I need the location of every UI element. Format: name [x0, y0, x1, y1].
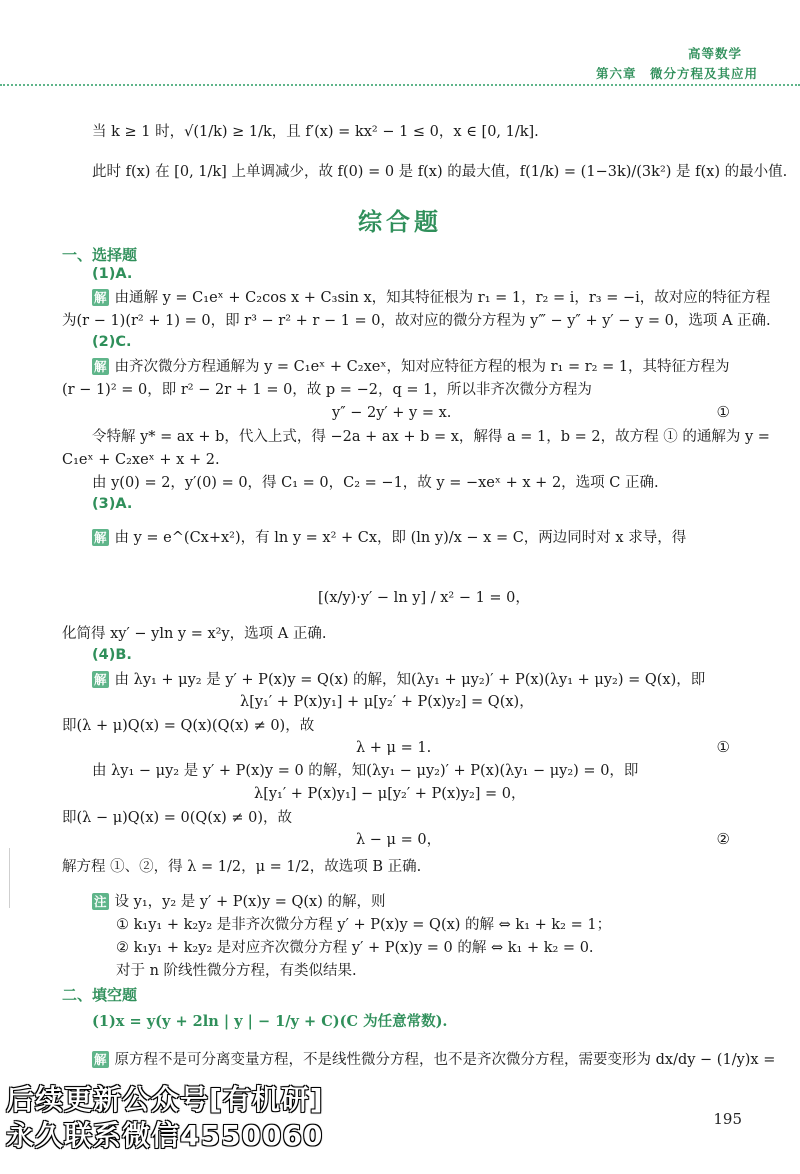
equation-mark-1: ① — [716, 403, 730, 421]
intro-line-2: 此时 f(x) 在 [0, 1/k] 上单调减少，故 f(0) = 0 是 f(x) 的最大值，f(1/k) = (1−3k)/(3k²) 是 f(x) 的最小值. — [92, 164, 788, 180]
q2-solution-line-1 — [92, 357, 730, 377]
q2-solution-line-5: 由 y(0) = 2，y′(0) = 0，得 C₁ = 0，C₂ = −1，故 y = −xeˣ + x + 2，选项 C 正确. — [92, 475, 659, 491]
q4-solution-line-7: 即(λ − μ)Q(x) = 0(Q(x) ≠ 0)，故 — [62, 810, 293, 826]
page-number: 195 — [713, 1110, 742, 1128]
section-choice-heading: 一、选择题 — [62, 246, 138, 264]
q1-answer: (1)A. — [92, 266, 133, 282]
q3-solution-line-3: 化简得 xy′ − yln y = x²y，选项 A 正确. — [62, 626, 327, 642]
f1-text-1: 原方程不是可分离变量方程，不是线性微分方程，也不是齐次微分方程，需要变形为 dx/dy − (1/y)x = — [114, 1052, 776, 1068]
header-divider — [0, 84, 800, 86]
solution-tag: 解 — [94, 359, 107, 374]
q2-solution-line-2: (r − 1)² = 0，即 r² − 2r + 1 = 0，故 p = −2，q = 1，所以非齐次微分方程为 — [62, 382, 592, 398]
note-text-1: 设 y₁，y₂ 是 y′ + P(x)y = Q(x) 的解，则 — [114, 894, 386, 910]
q4-equation-4: λ − μ = 0， — [356, 832, 442, 848]
q4-answer: (4)B. — [92, 647, 132, 663]
q4-text-1: 由 λy₁ + μy₂ 是 y′ + P(x)y = Q(x) 的解，知(λy₁ + μy₂)′ + P(x)(λy₁ + μy₂) = Q(x)，即 — [114, 672, 706, 688]
q1-solution-line-1 — [92, 288, 770, 308]
note-line-2: ① k₁y₁ + k₂y₂ 是非齐次微分方程 y′ + P(x)y = Q(x) 的解 ⇔ k₁ + k₂ = 1； — [116, 917, 612, 933]
equation-mark-2: ② — [716, 830, 730, 848]
f1-solution-line-1 — [92, 1050, 775, 1070]
q1-text-1: 由通解 y = C₁eˣ + C₂cos x + C₃sin x，知其特征根为 r₁ = 1，r₂ = i，r₃ = −i，故对应的特征方程 — [114, 290, 771, 306]
note-line-1 — [92, 892, 386, 912]
q4-solution-line-9: 解方程 ①、②，得 λ = 1/2，μ = 1/2，故选项 B 正确. — [62, 859, 422, 875]
solution-tag: 解 — [94, 1052, 107, 1067]
watermark-line-1: 后续更新公众号[有机研] — [6, 1083, 324, 1116]
q2-solution-line-4: C₁eˣ + C₂xeˣ + x + 2. — [62, 452, 220, 468]
section-fill-heading: 二、填空题 — [62, 986, 138, 1004]
q4-solution-line-1 — [92, 670, 705, 690]
note-tag: 注 — [94, 894, 107, 909]
header-book-title: 高等数学 — [687, 46, 742, 61]
solution-tag: 解 — [94, 530, 107, 545]
q4-equation-3: λ[y₁′ + P(x)y₁] − μ[y₂′ + P(x)y₂] = 0， — [254, 786, 526, 802]
q3-equation: [(x/y)·y′ − ln y] / x² − 1 = 0， — [318, 590, 530, 606]
watermark-line-2: 永久联系微信4550060 — [6, 1119, 324, 1152]
q2-solution-line-3: 令特解 y* = ax + b，代入上式，得 −2a + ax + b = x，解得 a = 1，b = 2，故方程 ① 的通解为 y = — [92, 429, 770, 445]
margin-line — [9, 848, 10, 908]
equation-mark-1: ① — [716, 738, 730, 756]
note-line-3: ② k₁y₁ + k₂y₂ 是对应齐次微分方程 y′ + P(x)y = 0 的解 ⇔ k₁ + k₂ = 0. — [116, 940, 594, 956]
section-title: 综合题 — [358, 208, 442, 236]
q2-text-1: 由齐次微分方程通解为 y = C₁eˣ + C₂xeˣ，知对应特征方程的根为 r₁ = r₂ = 1，其特征方程为 — [114, 359, 730, 375]
q4-solution-line-5: 由 λy₁ − μy₂ 是 y′ + P(x)y = 0 的解，知(λy₁ − μy₂)′ + P(x)(λy₁ − μy₂) = 0，即 — [92, 763, 639, 779]
q3-text-1: 由 y = e^(Cx+x²)，有 ln y = x² + Cx，即 (ln y)/x − x = C，两边同时对 x 求导，得 — [114, 530, 687, 546]
q2-equation-1: y″ − 2y′ + y = x. — [332, 405, 452, 421]
solution-tag: 解 — [94, 672, 107, 687]
q1-solution-line-2: 为(r − 1)(r² + 1) = 0，即 r³ − r² + r − 1 = 0，故对应的微分方程为 y‴ − y″ + y′ − y = 0，选项 A 正确. — [62, 313, 771, 329]
q4-equation-1: λ[y₁′ + P(x)y₁] + μ[y₂′ + P(x)y₂] = Q(x)， — [240, 694, 534, 710]
q4-solution-line-3: 即(λ + μ)Q(x) = Q(x)(Q(x) ≠ 0)，故 — [62, 718, 315, 734]
q3-answer: (3)A. — [92, 496, 133, 512]
intro-line-1: 当 k ≥ 1 时，√(1/k) ≥ 1/k，且 f′(x) = kx² − 1 ≤ 0，x ∈ [0, 1/k]. — [92, 124, 539, 140]
header-chapter-title: 第六章 微分方程及其应用 — [595, 66, 758, 81]
q2-answer: (2)C. — [92, 334, 132, 350]
q4-equation-2: λ + μ = 1. — [356, 740, 432, 756]
f1-answer: (1)x = y(y + 2ln | y | − 1/y + C)(C 为任意常数). — [92, 1013, 448, 1030]
solution-tag: 解 — [94, 290, 107, 305]
q3-solution-line-1 — [92, 528, 686, 548]
note-line-4: 对于 n 阶线性微分方程，有类似结果. — [116, 963, 357, 979]
